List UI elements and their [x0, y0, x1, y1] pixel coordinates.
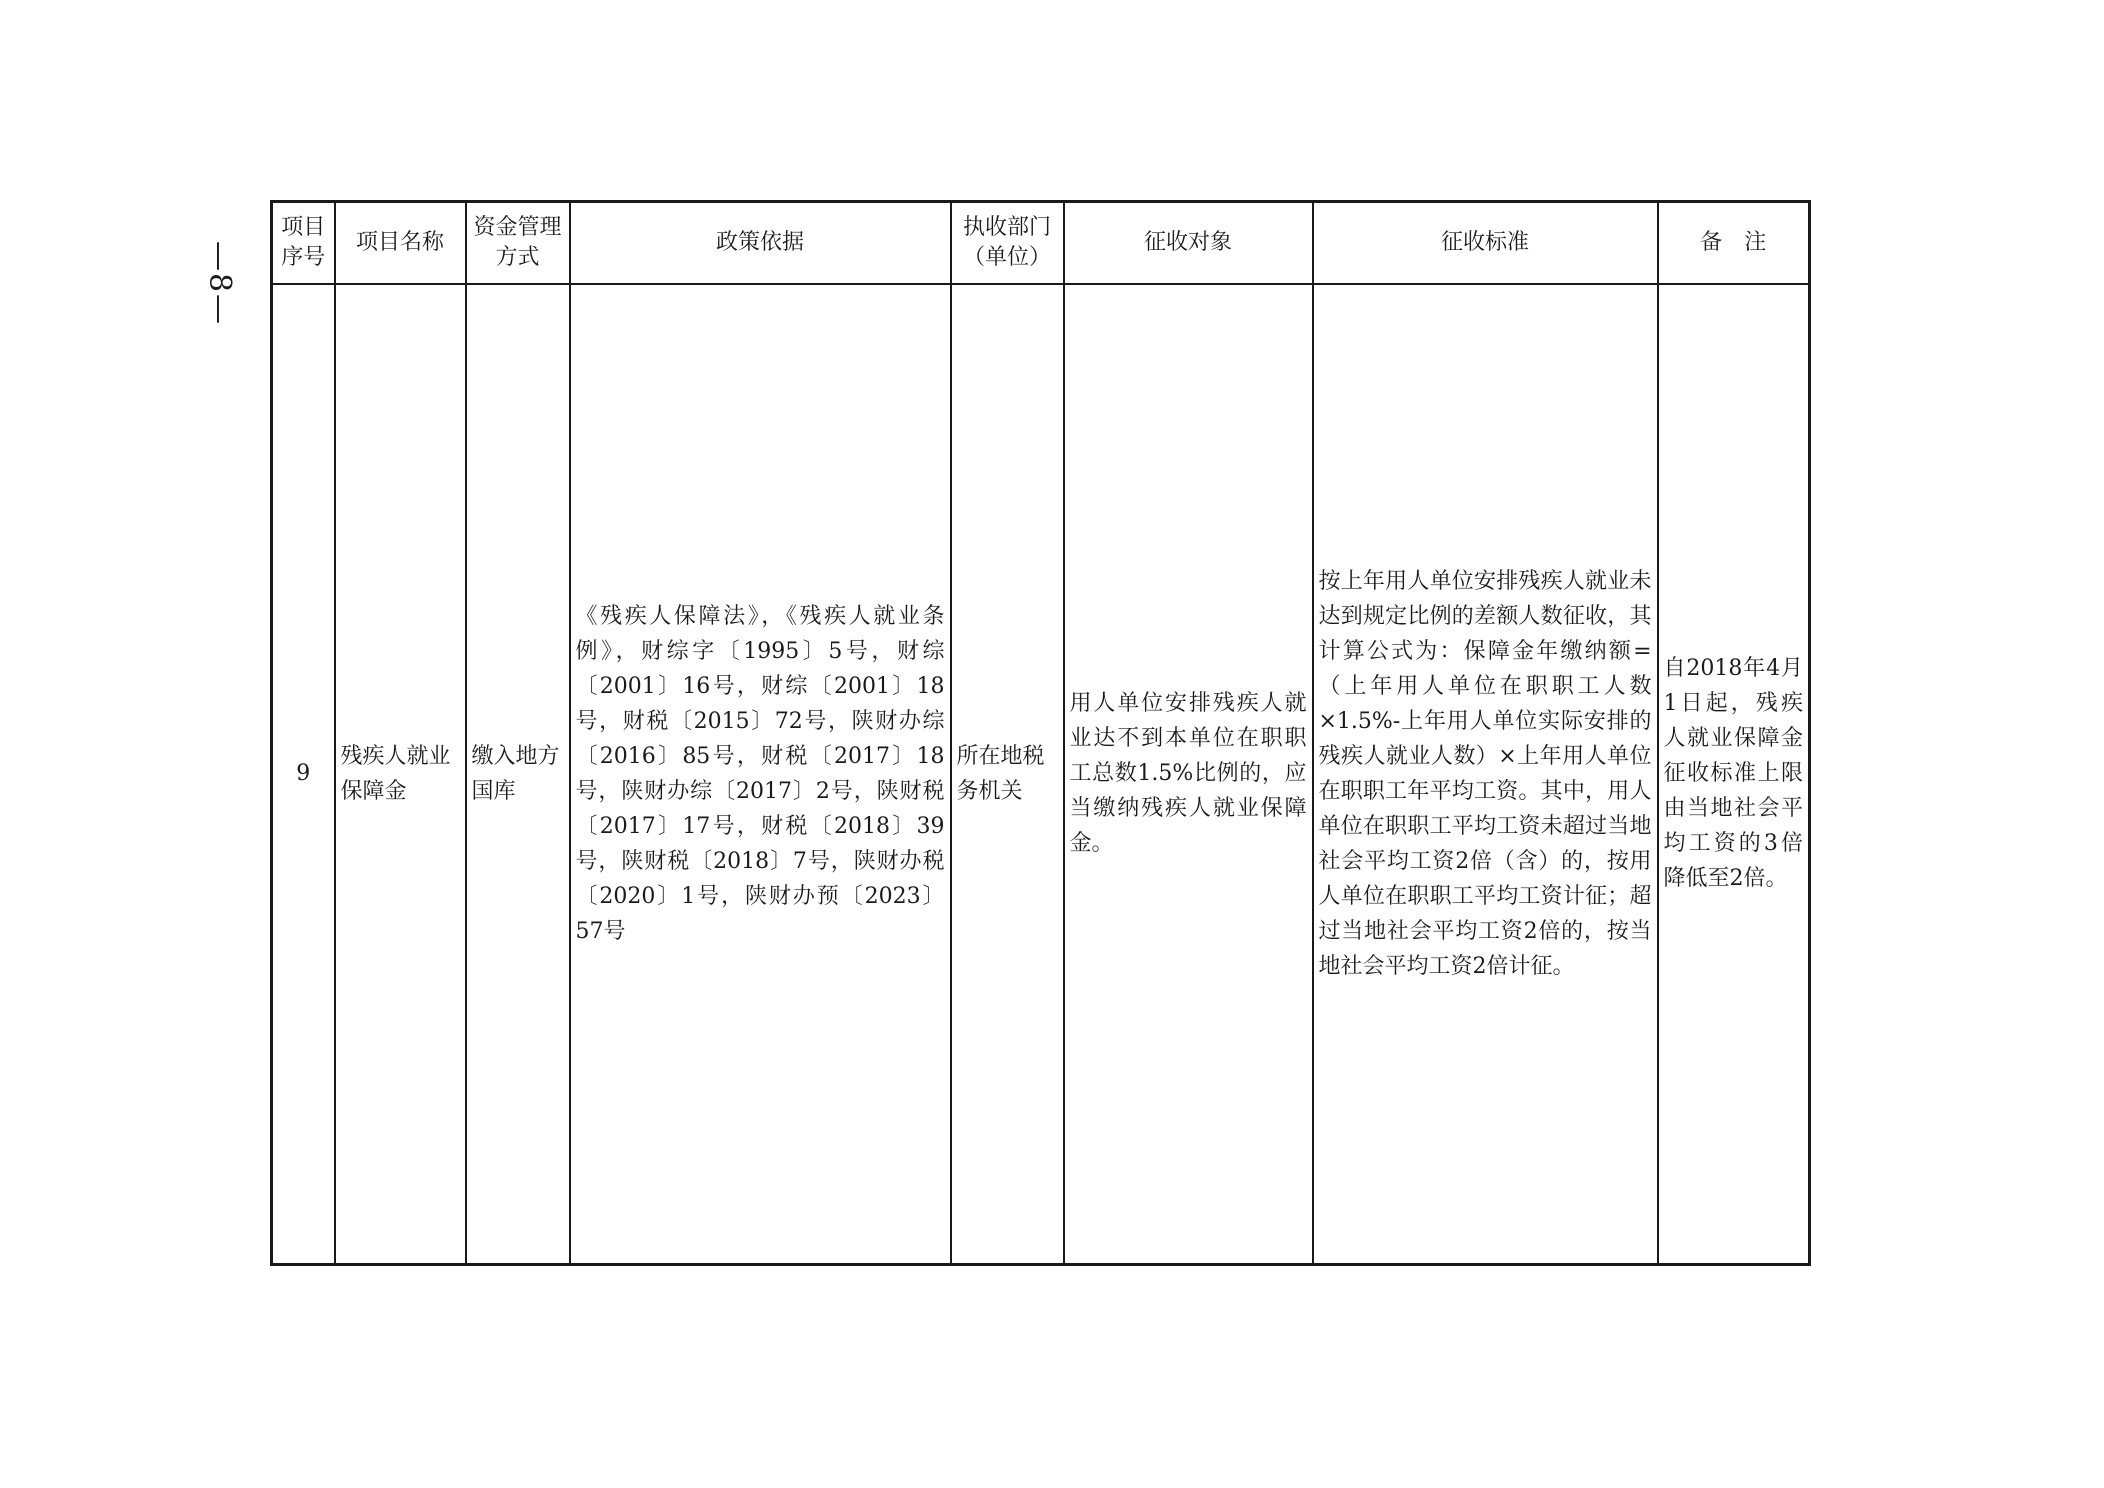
- header-name: 项目名称: [335, 202, 466, 284]
- cell-fund-mgmt: 缴入地方国库: [466, 284, 570, 1265]
- cell-dept: 所在地税务机关: [951, 284, 1064, 1265]
- cell-standard: 按上年用人单位安排残疾人就业未达到规定比例的差额人数征收，其计算公式为：保障金年缴纳额=（上年用人单位在职职工人数×1.5%-上年用人单位实际安排的残疾人就业人数）×上年用人单位在职职工年平均工资。其中，用人单位在职职工平均工资未超过当地社会平均工资2倍（含）的，按用人单位在职职工平均工资计征；超过当地社会平均工资2倍的，按当地社会平均工资2倍计征。: [1313, 284, 1658, 1265]
- header-remarks: 备注: [1658, 202, 1810, 284]
- table-row: [272, 284, 1810, 1265]
- cell-remarks: 自2018年4月1日起，残疾人就业保障金征收标准上限由当地社会平均工资的3倍降低至2倍。: [1658, 284, 1810, 1265]
- cell-name: 残疾人就业保障金: [335, 284, 466, 1265]
- fee-table: [270, 200, 1811, 1266]
- header-seq: 项目序号: [272, 202, 335, 284]
- header-dept: 执收部门（单位）: [951, 202, 1064, 284]
- header-policy: 政策依据: [570, 202, 951, 284]
- header-standard: 征收标准: [1313, 202, 1658, 284]
- cell-seq: 9: [272, 284, 335, 1265]
- page-number-text: —8—: [202, 240, 238, 326]
- header-fund-mgmt: 资金管理方式: [466, 202, 570, 284]
- table-header-row: [272, 202, 1810, 284]
- cell-target: 用人单位安排残疾人就业达不到本单位在职职工总数1.5%比例的，应当缴纳残疾人就业保障金。: [1064, 284, 1313, 1265]
- page-number: [180, 238, 260, 328]
- header-target: 征收对象: [1064, 202, 1313, 284]
- cell-policy: 《残疾人保障法》，《残疾人就业条例》，财综字〔1995〕5号，财综〔2001〕16号，财综〔2001〕18号，财税〔2015〕72号，陕财办综〔2016〕85号，财税〔2017〕18号，陕财办综〔2017〕2号，陕财税〔2017〕17号，财税〔2018〕39号，陕财税〔2018〕7号，陕财办税〔2020〕1号，陕财办预〔2023〕57号: [570, 284, 951, 1265]
